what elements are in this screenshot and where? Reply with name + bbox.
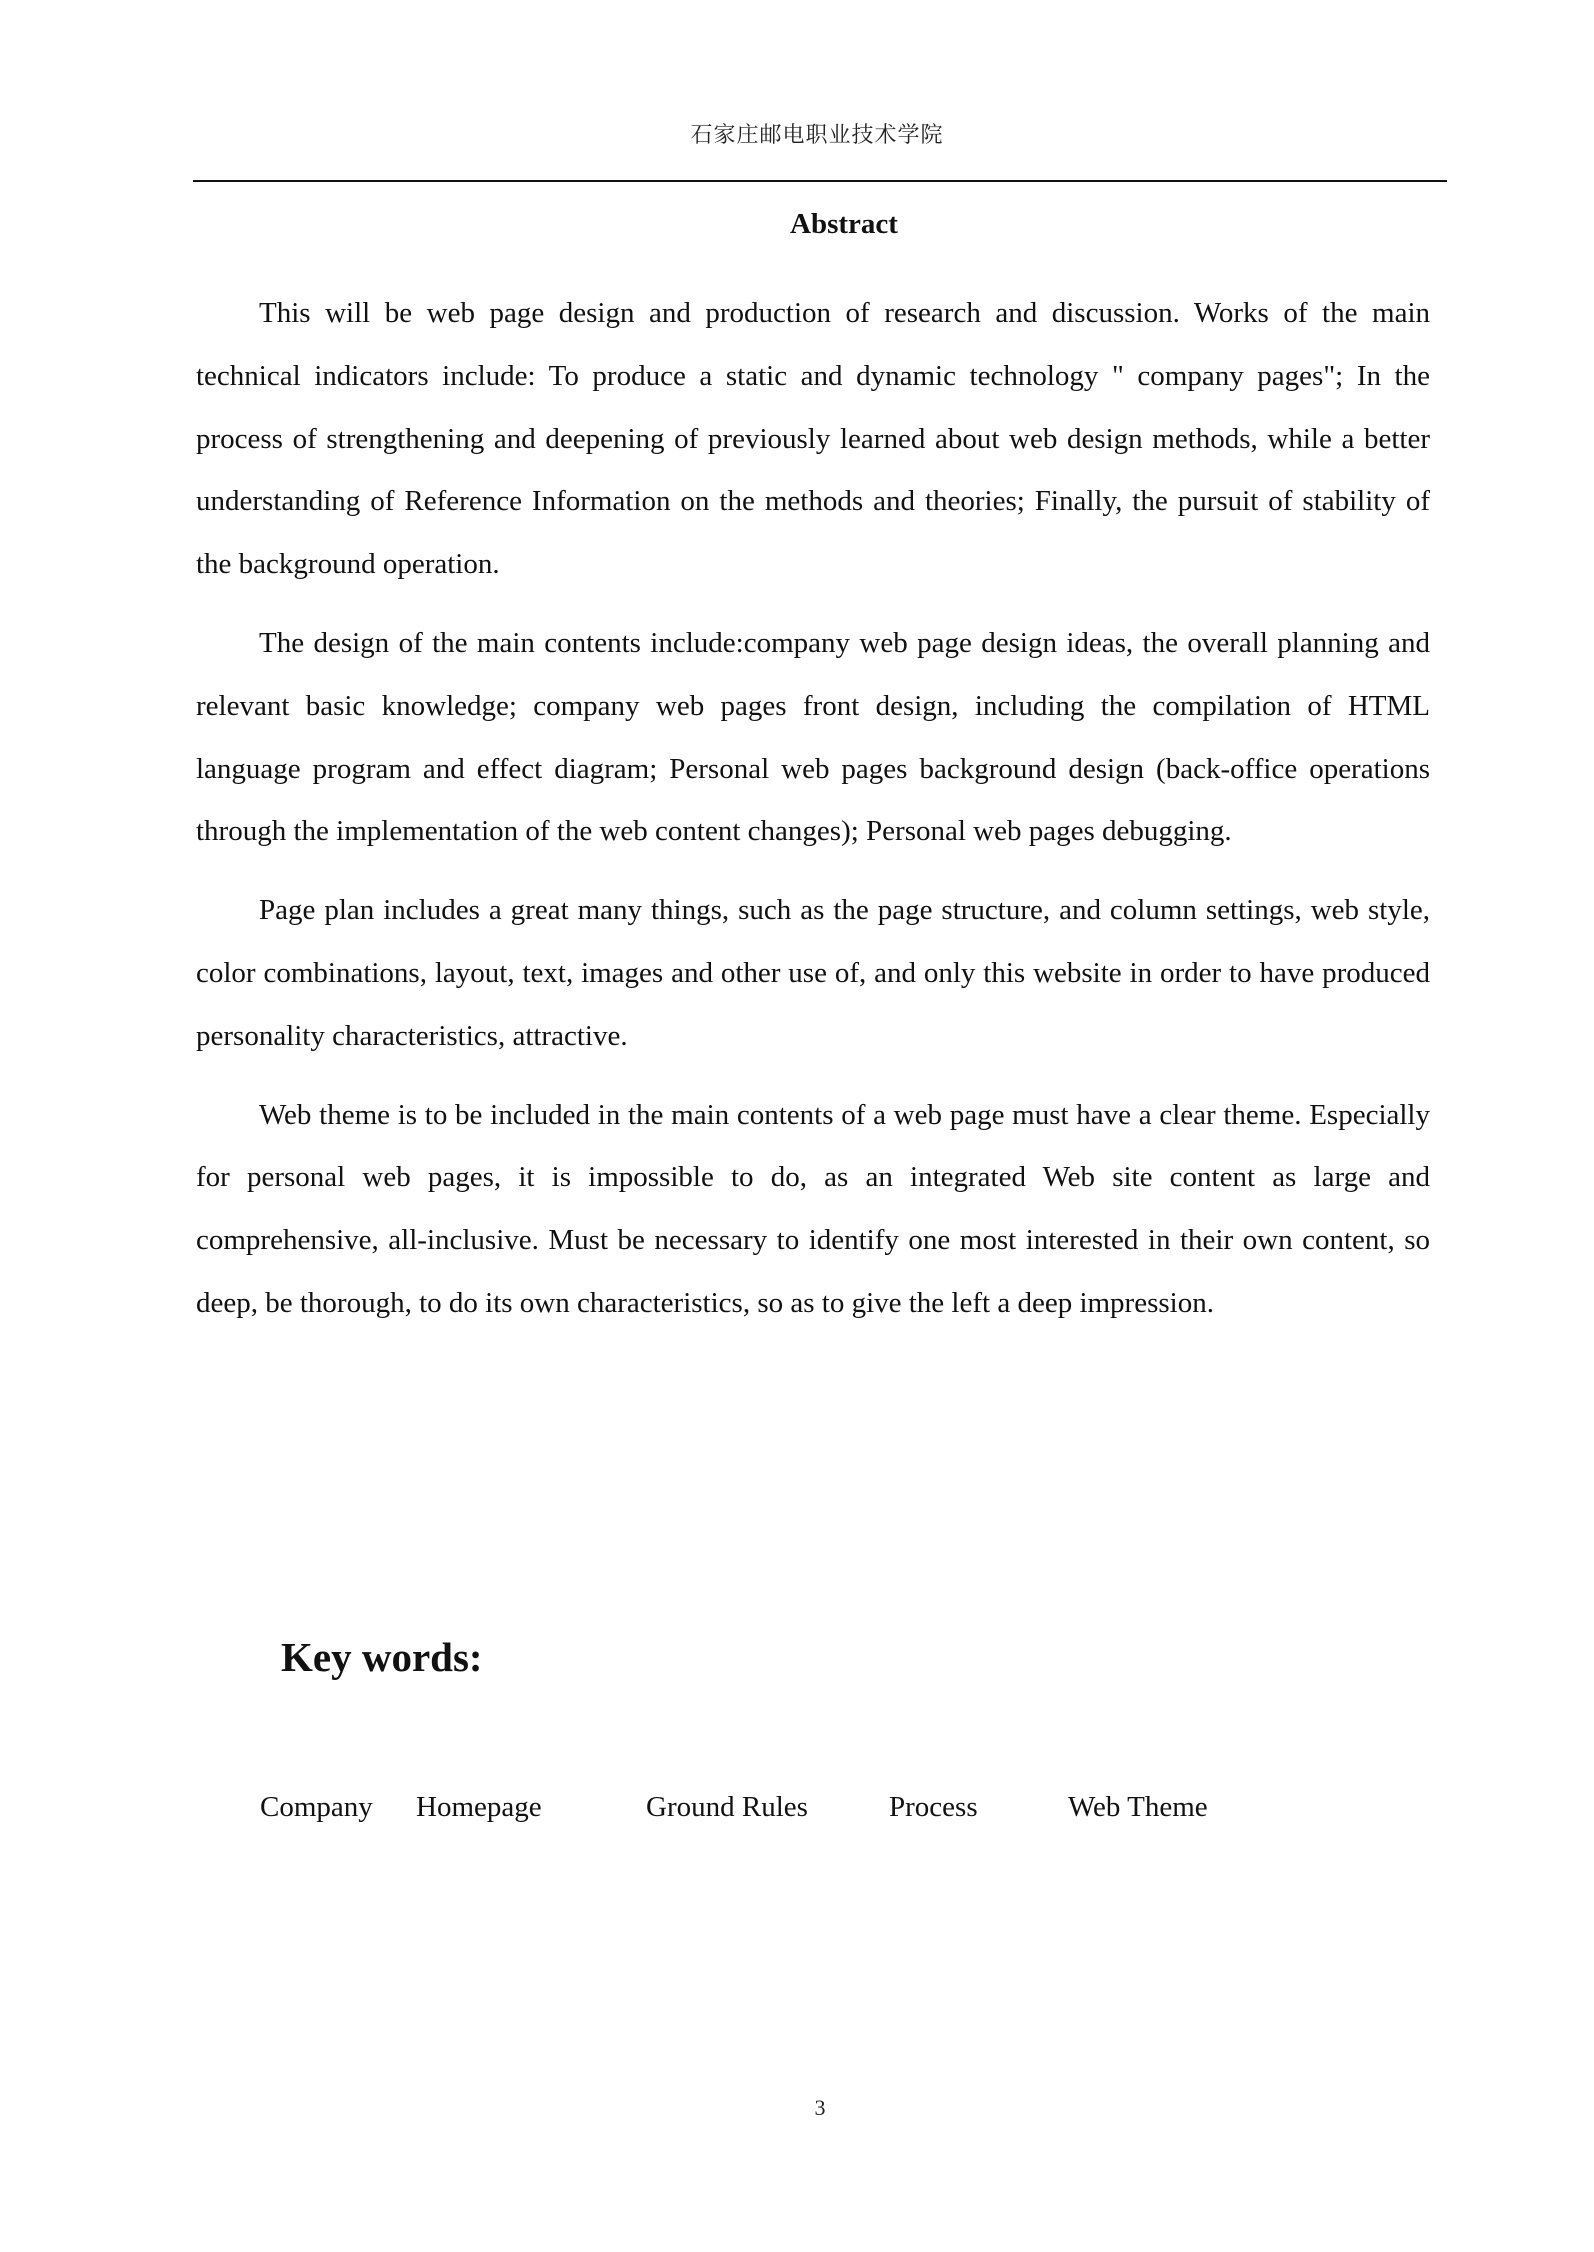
keyword-item: Ground Rules [646,1791,808,1823]
page-number: 3 [814,2095,826,2120]
abstract-paragraph: This will be web page design and production of research and discussion. Works of the main technical indicators include: To produce a static and dynamic technology " company pages"; In the process of strengthening and deepening of previously learned about web design methods, while a better understanding of Reference Information on the methods and theories; Finally, the pursuit of stability of the background operation. [196,297,1430,581]
abstract-body [196,282,1430,1351]
keywords-list [260,1791,1360,1841]
abstract-paragraph: The design of the main contents include:company web page design ideas, the overall planning and relevant basic knowledge; company web pages front design, including the compilation of HTML language program and effect diagram; Personal web pages background design (back-office operations through the implementation of the web content changes); Personal web pages debugging. [196,626,1430,848]
running-header: 石家庄邮电职业技术学院 [690,123,944,148]
keyword-item: Company [260,1791,373,1823]
abstract-title: Abstract [790,208,898,240]
keywords-title: Key words: [281,1634,483,1680]
abstract-paragraph: Web theme is to be included in the main contents of a web page must have a clear theme. Especially for personal web pages, it is impossible to do, as an integrated Web site content as large and comprehensive, all-inclusive. Must be necessary to identify one most interested in their own content, so deep, be thorough, to do its own characteristics, so as to give the left a deep impression. [196,1098,1430,1319]
header-divider [193,180,1447,182]
keyword-item: Homepage [416,1791,542,1823]
keyword-item: Web Theme [1068,1791,1208,1823]
keyword-item: Process [889,1791,978,1823]
abstract-paragraph: Page plan includes a great many things, such as the page structure, and column settings, web style, color combinations, layout, text, images and other use of, and only this website in order to have produced personality characteristics, attractive. [196,894,1430,1052]
